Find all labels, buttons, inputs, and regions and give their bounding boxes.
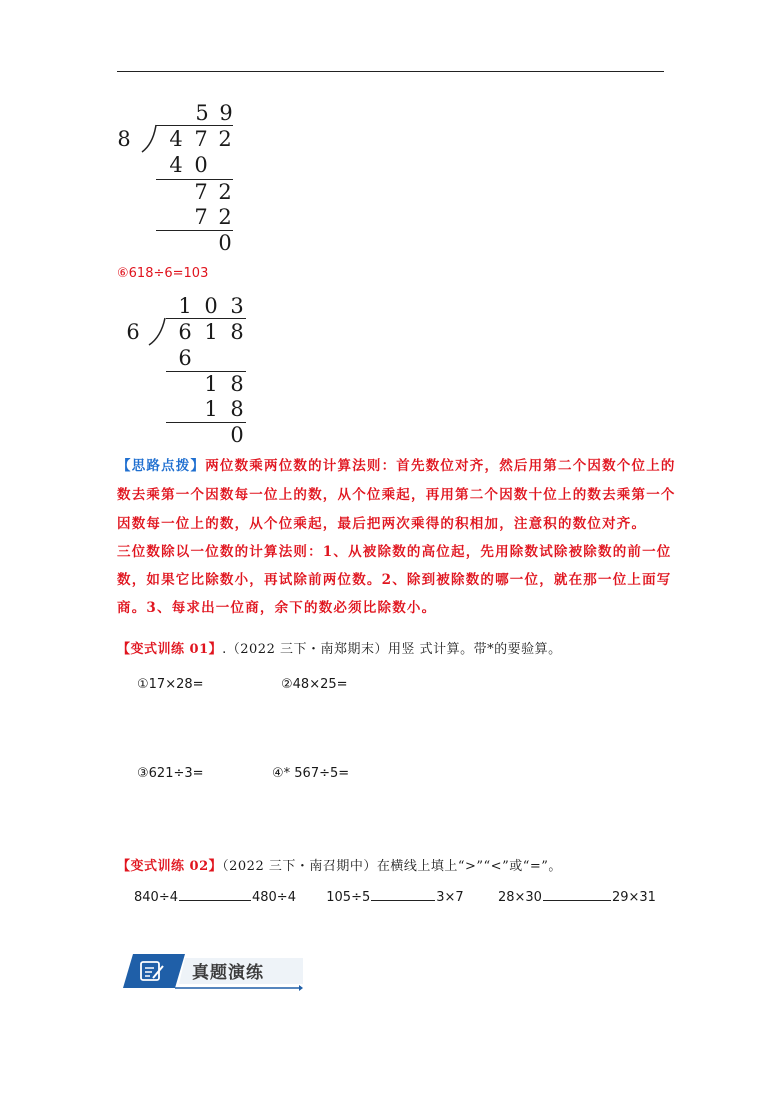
dividend-digit: 1: [204, 320, 218, 344]
long-division-618-by-6: [0, 0, 780, 450]
exercise-01-tag: 【变式训练 01】: [117, 642, 223, 657]
division-bracket: [147, 317, 169, 347]
remainder: 0: [230, 423, 244, 447]
section-title: 真题演练: [192, 963, 264, 983]
dividend-digit: 2: [218, 127, 232, 151]
hint-line: 数，如果它比除数小，再试除前两位数。2、除到被除数的哪一位，就在那一位上面写: [117, 572, 672, 588]
step-digit: 7: [194, 180, 208, 204]
compare-2-right: 3×7: [436, 890, 464, 905]
exercise-02-tag: 【变式训练 02】: [117, 859, 223, 874]
compare-3-blank[interactable]: [543, 888, 611, 901]
dividend-digit: 6: [178, 320, 192, 344]
quotient-digit: 1: [178, 294, 192, 318]
question-3: ③621÷3=: [137, 766, 204, 781]
quotient-digit: 9: [219, 101, 233, 125]
step-digit: 8: [230, 397, 244, 421]
remainder: 0: [218, 231, 232, 255]
quotient-digit: 0: [204, 294, 218, 318]
step-digit: 2: [218, 205, 232, 229]
step-digit: 1: [204, 397, 218, 421]
step-digit: 2: [218, 180, 232, 204]
step-digit: 6: [178, 346, 192, 370]
question-1: ①17×28=: [137, 677, 204, 692]
dividend-digit: 4: [169, 127, 183, 151]
hint-line: 数去乘第一个因数每一位上的数，从个位乘起，再用第二个因数十位上的数去乘第一个: [117, 487, 676, 503]
compare-3-right: 29×31: [611, 890, 656, 905]
step-digit: 8: [230, 372, 244, 396]
hint-tag: 【思路点拨】: [117, 458, 206, 474]
compare-3-left: 28×30: [497, 890, 542, 905]
compare-1-right: 480÷4: [251, 890, 296, 905]
dividend-digit: 8: [230, 320, 244, 344]
comparison-row: [134, 888, 656, 905]
compare-1-left: 840÷4: [134, 890, 178, 905]
hint-line: 因数每一位上的数，从个位乘起，最后把两次乘得的积相加，注意积的数位对齐。: [117, 516, 647, 532]
problem-6-label: ⑥618÷6=103: [117, 266, 209, 281]
divisor: 8: [117, 127, 131, 151]
hint-line: 商。3、每求出一位商，余下的数必须比除数小。: [117, 600, 437, 616]
hint-line: 【思路点拨】两位数乘两位数的计算法则：首先数位对齐，然后用第二个因数个位上的: [117, 458, 676, 474]
hint-line: 三位数除以一位数的计算法则：1、从被除数的高位起，先用除数试除被除数的前一位: [117, 544, 672, 560]
step-digit: 7: [194, 205, 208, 229]
exercise-02-heading: 【变式训练 02】（2022 三下・南召期中）在横线上填上“>”“<”或“=”。: [117, 859, 562, 874]
exercise-01-heading: 【变式训练 01】.（2022 三下・南郑期末）用竖 式计算。带*的要验算。: [117, 642, 562, 657]
division-bar: [166, 318, 246, 319]
question-2: ②48×25=: [281, 677, 348, 692]
step-digit: 4: [169, 153, 183, 177]
step-digit: 0: [194, 153, 208, 177]
quotient-digit: 3: [230, 294, 244, 318]
divisor: 6: [126, 320, 140, 344]
dividend-digit: 7: [194, 127, 208, 151]
step-digit: 1: [204, 372, 218, 396]
quotient-digit: 5: [195, 101, 209, 125]
hint-paragraph: [117, 456, 677, 618]
compare-2-left: 105÷5: [326, 890, 371, 905]
question-4: ④* 567÷5=: [272, 766, 350, 781]
compare-1-blank[interactable]: [179, 888, 251, 901]
compare-2-blank[interactable]: [371, 888, 435, 901]
